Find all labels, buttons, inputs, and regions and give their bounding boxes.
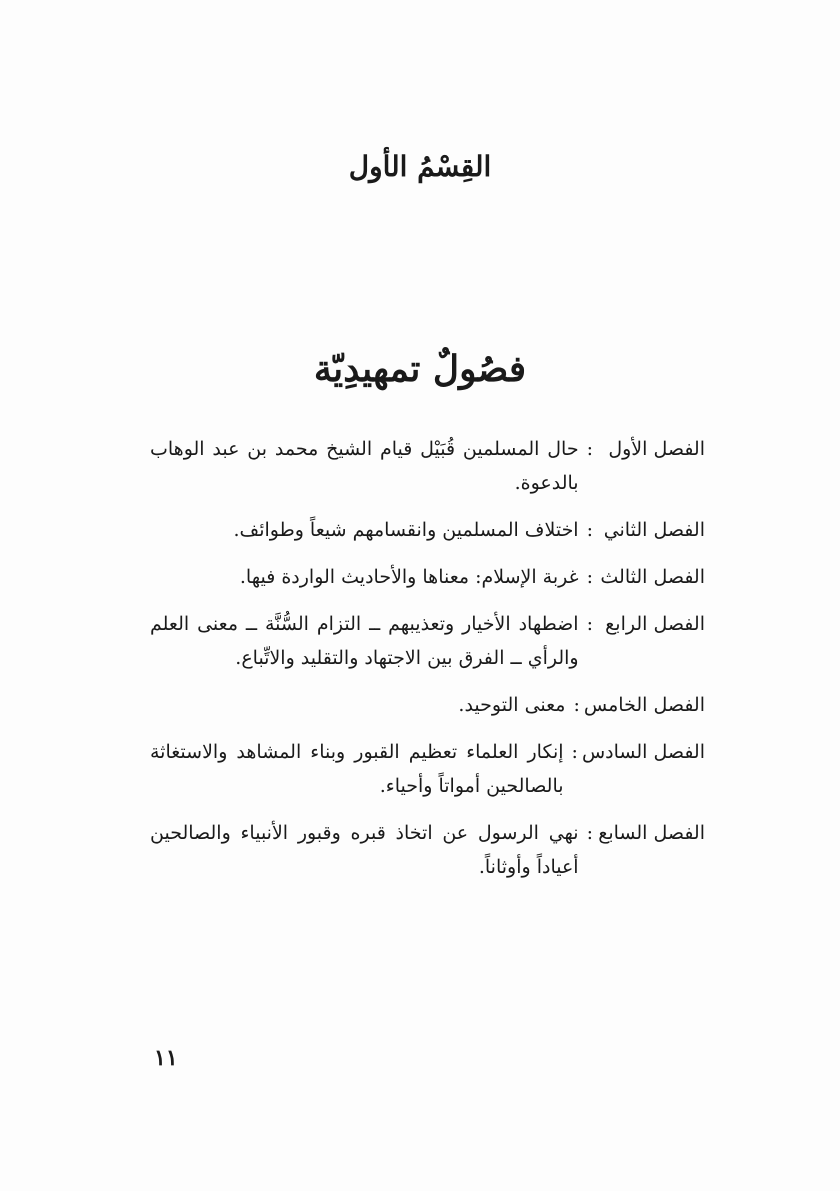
chapter-title: حال المسلمين قُبَيْل قيام الشيخ محمد بن عبد الوهاب بالدعوة. — [150, 438, 579, 494]
chapter-entry-3 — [150, 560, 705, 594]
chapter-title: اضطهاد الأخيار وتعذيبهم ــ التزام السُّنَّة ــ معنى العلم والرأي ــ الفرق بين الاجتهاد والتقليد والاتِّباع. — [150, 613, 579, 669]
chapter-entry-4 — [150, 607, 705, 675]
part-title: القِسْمُ الأول — [348, 150, 492, 183]
chapter-entry-2 — [150, 513, 705, 547]
section-title: فصُولٌ تمهيدِيّة — [313, 348, 527, 390]
chapter-entry-1 — [150, 432, 705, 500]
chapter-label: الفصل السادس — [581, 741, 705, 763]
chapter-list — [150, 432, 705, 897]
chapter-label: الفصل الرابع — [605, 613, 705, 635]
chapter-entry-6 — [150, 735, 705, 803]
chapter-label: الفصل الثالث — [600, 566, 705, 588]
chapter-entry-5 — [150, 688, 705, 722]
chapter-title: معنى التوحيد. — [458, 694, 566, 716]
colon-separator: : — [586, 613, 593, 635]
chapter-label: الفصل السابع — [598, 822, 705, 844]
colon-separator: : — [586, 438, 593, 460]
chapter-label: الفصل الخامس — [583, 694, 705, 716]
colon-separator: : — [571, 741, 578, 763]
chapter-title: نهي الرسول عن اتخاذ قبره وقبور الأنبياء والصالحين أعياداً وأوثاناً. — [150, 822, 579, 878]
chapter-entry-7 — [150, 816, 705, 884]
colon-separator: : — [573, 694, 580, 716]
chapter-title: غربة الإسلام: معناها والأحاديث الواردة فيها. — [239, 566, 579, 588]
colon-separator: : — [586, 519, 593, 541]
chapter-label: الفصل الثاني — [603, 519, 705, 541]
chapter-label: الفصل الأول — [608, 438, 705, 460]
colon-separator: : — [586, 822, 593, 844]
colon-separator: : — [586, 566, 593, 588]
page-number: ١١ — [154, 1045, 178, 1071]
chapter-title: إنكار العلماء تعظيم القبور وبناء المشاهد والاستغاثة بالصالحين أمواتاً وأحياء. — [150, 741, 564, 797]
chapter-title: اختلاف المسلمين وانقسامهم شيعاً وطوائف. — [233, 519, 579, 541]
